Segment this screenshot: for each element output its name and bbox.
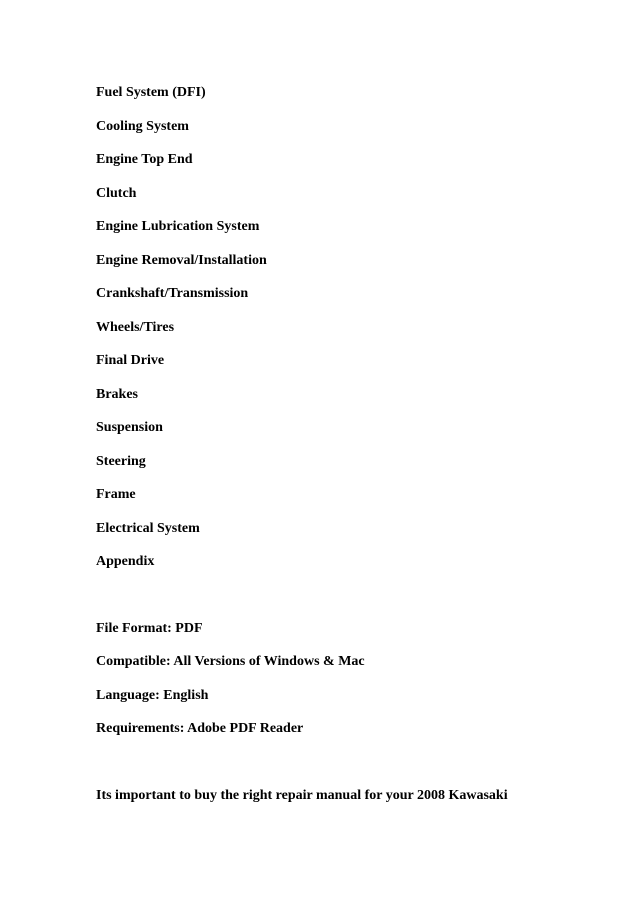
section-item: Suspension: [96, 420, 163, 435]
file-format-line: File Format: PDF: [96, 620, 203, 636]
section-item: Appendix: [96, 554, 155, 569]
section-item: Engine Lubrication System: [96, 219, 260, 234]
section-item: Clutch: [96, 185, 137, 201]
section-item: Engine Removal/Installation: [96, 252, 267, 268]
section-item: Engine Top End: [96, 152, 193, 167]
section-item: Final Drive: [96, 353, 165, 368]
spacer: [96, 587, 616, 620]
section-item: Wheels/Tires: [96, 319, 175, 335]
section-item: Crankshaft/Transmission: [96, 286, 249, 301]
section-item: Frame: [96, 487, 136, 502]
section-item: Brakes: [96, 386, 138, 402]
closing-paragraph: Its important to buy the right repair manual for your 2008 Kawasaki: [96, 787, 508, 803]
section-item: Cooling System: [96, 118, 189, 134]
language-line: Language: English: [96, 687, 209, 703]
requirements-line: Requirements: Adobe PDF Reader: [96, 721, 304, 736]
section-item: Steering: [96, 453, 146, 469]
document-content: [96, 84, 616, 820]
spacer: [96, 754, 616, 787]
section-item: Fuel System (DFI): [96, 85, 206, 100]
section-item: Electrical System: [96, 520, 200, 536]
compatibility-line: Compatible: All Versions of Windows & Mac: [96, 654, 365, 669]
